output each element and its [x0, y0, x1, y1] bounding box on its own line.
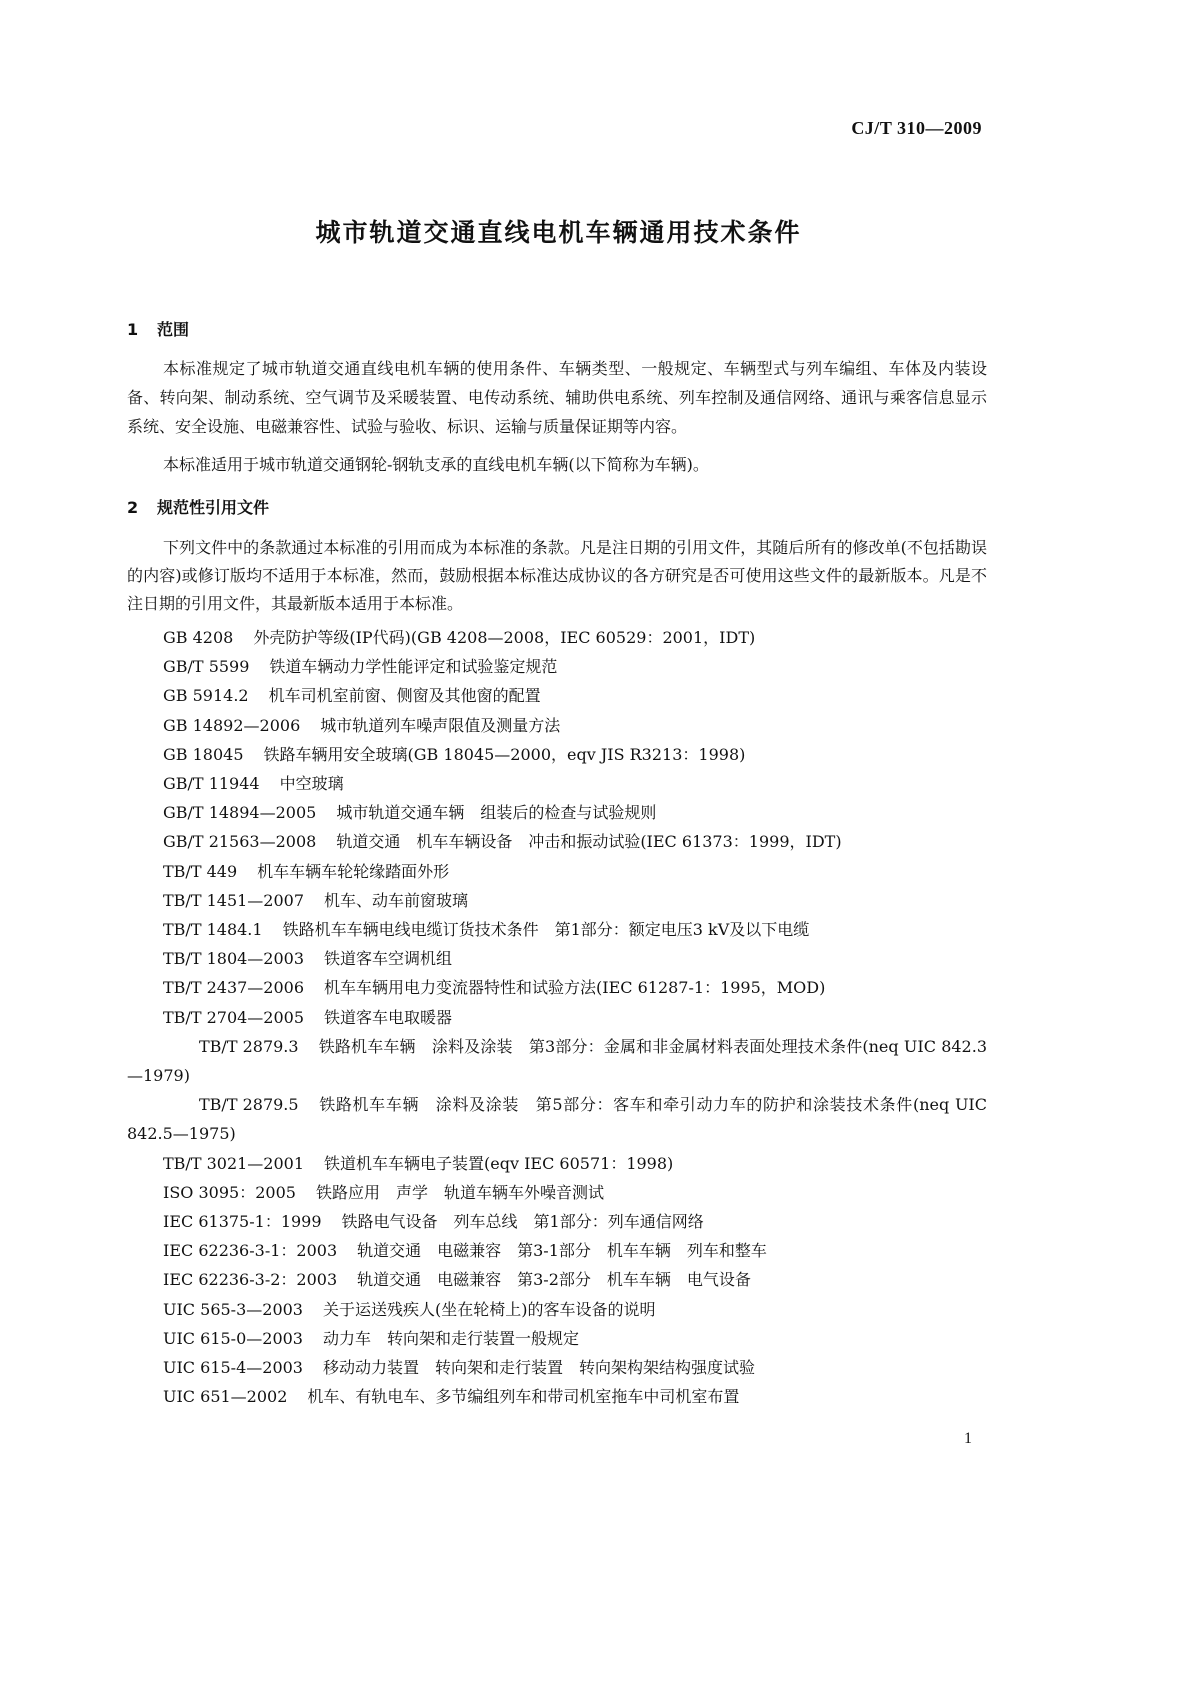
- reference-title: 城市轨道列车噪声限值及测量方法: [320, 715, 561, 735]
- reference-title: 机车车辆用电力变流器特性和试验方法(IEC 61287-1：1995，MOD): [324, 978, 826, 998]
- reference-item: [127, 1090, 987, 1148]
- section-1-title: 范围: [157, 320, 190, 339]
- reference-title: 铁道车辆动力学性能评定和试验鉴定规范: [269, 657, 558, 677]
- reference-title: 铁道客车空调机组: [324, 949, 453, 969]
- reference-title: 铁路机车车辆 涂料及涂装 第3部分：金属和非金属材料表面处理技术条件(neq UIC 842.3—1979): [127, 1036, 987, 1086]
- section-1-number: 1: [127, 320, 139, 339]
- reference-code: GB/T 21563—2008: [163, 832, 317, 852]
- reference-code: IEC 62236-3-2：2003: [163, 1270, 338, 1290]
- reference-title: 动力车 转向架和走行装置一般规定: [322, 1328, 579, 1348]
- reference-item: [127, 623, 987, 652]
- reference-code: TB/T 1451—2007: [163, 890, 305, 910]
- section-1-heading: [127, 317, 189, 340]
- reference-title: 机车司机室前窗、侧窗及其他窗的配置: [268, 686, 541, 706]
- reference-item: [127, 973, 987, 1002]
- reference-code: TB/T 2437—2006: [163, 978, 305, 998]
- reference-title: 铁道客车电取暖器: [324, 1007, 453, 1027]
- reference-item: [127, 1207, 987, 1236]
- reference-code: TB/T 449: [163, 861, 238, 881]
- reference-code: TB/T 2704—2005: [163, 1007, 305, 1027]
- reference-item: [127, 652, 987, 681]
- reference-title: 机车、有轨电车、多节编组列车和带司机室拖车中司机室布置: [307, 1387, 740, 1407]
- reference-title: 铁路应用 声学 轨道车辆车外噪音测试: [315, 1182, 604, 1202]
- document-title: 城市轨道交通直线电机车辆通用技术条件: [315, 218, 802, 247]
- reference-code: ISO 3095：2005: [163, 1182, 296, 1202]
- reference-title: 城市轨道交通车辆 组装后的检查与试验规则: [336, 803, 657, 823]
- reference-item: [127, 1295, 987, 1324]
- reference-item: [127, 1324, 987, 1353]
- reference-title: 机车车辆车轮轮缘踏面外形: [257, 861, 450, 881]
- reference-title: 轨道交通 电磁兼容 第3-2部分 机车车辆 电气设备: [357, 1270, 751, 1290]
- reference-code: GB 5914.2: [163, 686, 249, 706]
- reference-title: 外壳防护等级(IP代码)(GB 4208—2008，IEC 60529：2001，IDT): [253, 628, 756, 647]
- reference-code: TB/T 2879.5: [199, 1095, 299, 1115]
- reference-code: UIC 651—2002: [163, 1387, 288, 1407]
- reference-code: TB/T 1484.1: [163, 920, 263, 940]
- reference-title: 轨道交通 机车车辆设备 冲击和振动试验(IEC 61373：1999，IDT): [336, 832, 842, 852]
- reference-title: 铁路机车车辆 涂料及涂装 第5部分：客车和牵引动力车的防护和涂装技术条件(neq UIC 842.5—1975): [127, 1095, 987, 1144]
- reference-item: [127, 1003, 987, 1032]
- reference-item: [127, 857, 987, 886]
- reference-title: 铁路机车车辆电线电缆订货技术条件 第1部分：额定电压3 kV及以下电缆: [282, 920, 810, 940]
- reference-code: TB/T 1804—2003: [163, 949, 305, 969]
- reference-item: [127, 827, 987, 856]
- reference-item: [127, 769, 987, 798]
- reference-title: 轨道交通 电磁兼容 第3-1部分 机车车辆 列车和整车: [357, 1241, 767, 1261]
- reference-item: [127, 1382, 987, 1411]
- reference-code: GB 4208: [163, 628, 234, 647]
- reference-item: [127, 711, 987, 740]
- section-2-number: 2: [127, 498, 139, 517]
- section-2-title: 规范性引用文件: [157, 498, 270, 517]
- reference-title: 关于运送残疾人(坐在轮椅上)的客车设备的说明: [322, 1299, 656, 1319]
- reference-item: [127, 681, 987, 710]
- reference-code: IEC 62236-3-1：2003: [163, 1241, 338, 1261]
- reference-code: GB/T 11944: [163, 774, 260, 794]
- references-intro: 下列文件中的条款通过本标准的引用而成为本标准的条款。凡是注日期的引用文件，其随后所有的修改单(不包括勘误的内容)或修订版均不适用于本标准，然而，鼓励根据本标准达成协议的各方研究是否可使用这些文件的最新版本。凡是不注日期的引用文件，其最新版本适用于本标准。: [127, 538, 987, 613]
- reference-item: [127, 915, 987, 944]
- reference-code: UIC 615-4—2003: [163, 1358, 303, 1378]
- standard-code: CJ/T 310—2009: [851, 118, 982, 138]
- reference-item: [127, 944, 987, 973]
- reference-list: [127, 623, 987, 1411]
- reference-code: TB/T 3021—2001: [163, 1153, 305, 1173]
- reference-item: [127, 1265, 987, 1294]
- reference-item: [127, 1353, 987, 1382]
- reference-code: UIC 615-0—2003: [163, 1328, 303, 1348]
- scope-paragraph-1: 本标准规定了城市轨道交通直线电机车辆的使用条件、车辆类型、一般规定、车辆型式与列车编组、车体及内装设备、转向架、制动系统、空气调节及采暖装置、电传动系统、辅助供电系统、列车控制及通信网络、通讯与乘客信息显示系统、安全设施、电磁兼容性、试验与验收、标识、运输与质量保证期等内容。: [127, 359, 987, 436]
- reference-item: [127, 1178, 987, 1207]
- reference-item: [127, 1236, 987, 1265]
- reference-title: 移动动力装置 转向架和走行装置 转向架构架结构强度试验: [322, 1358, 755, 1378]
- section-2-heading: [127, 495, 269, 518]
- scope-paragraph-2: 本标准适用于城市轨道交通钢轮-钢轨支承的直线电机车辆(以下简称为车辆)。: [163, 455, 709, 474]
- reference-code: GB 18045: [163, 744, 244, 764]
- reference-code: TB/T 2879.3: [199, 1036, 299, 1056]
- reference-code: GB 14892—2006: [163, 715, 301, 735]
- reference-title: 铁路电气设备 列车总线 第1部分：列车通信网络: [341, 1212, 704, 1232]
- reference-title: 铁道机车车辆电子装置(eqv IEC 60571：1998): [324, 1153, 674, 1173]
- reference-item: [127, 886, 987, 915]
- page-number: 1: [964, 1430, 972, 1447]
- reference-item: [127, 1149, 987, 1178]
- reference-title: 中空玻璃: [279, 774, 344, 794]
- reference-title: 铁路车辆用安全玻璃(GB 18045—2000，eqv JIS R3213：1998): [263, 744, 746, 764]
- reference-code: IEC 61375-1：1999: [163, 1212, 322, 1232]
- reference-code: GB/T 14894—2005: [163, 803, 317, 823]
- reference-item: [127, 798, 987, 827]
- reference-code: UIC 565-3—2003: [163, 1299, 303, 1319]
- reference-item: [127, 740, 987, 769]
- reference-code: GB/T 5599: [163, 657, 250, 677]
- reference-item: [127, 1032, 987, 1090]
- reference-title: 机车、动车前窗玻璃: [324, 890, 469, 910]
